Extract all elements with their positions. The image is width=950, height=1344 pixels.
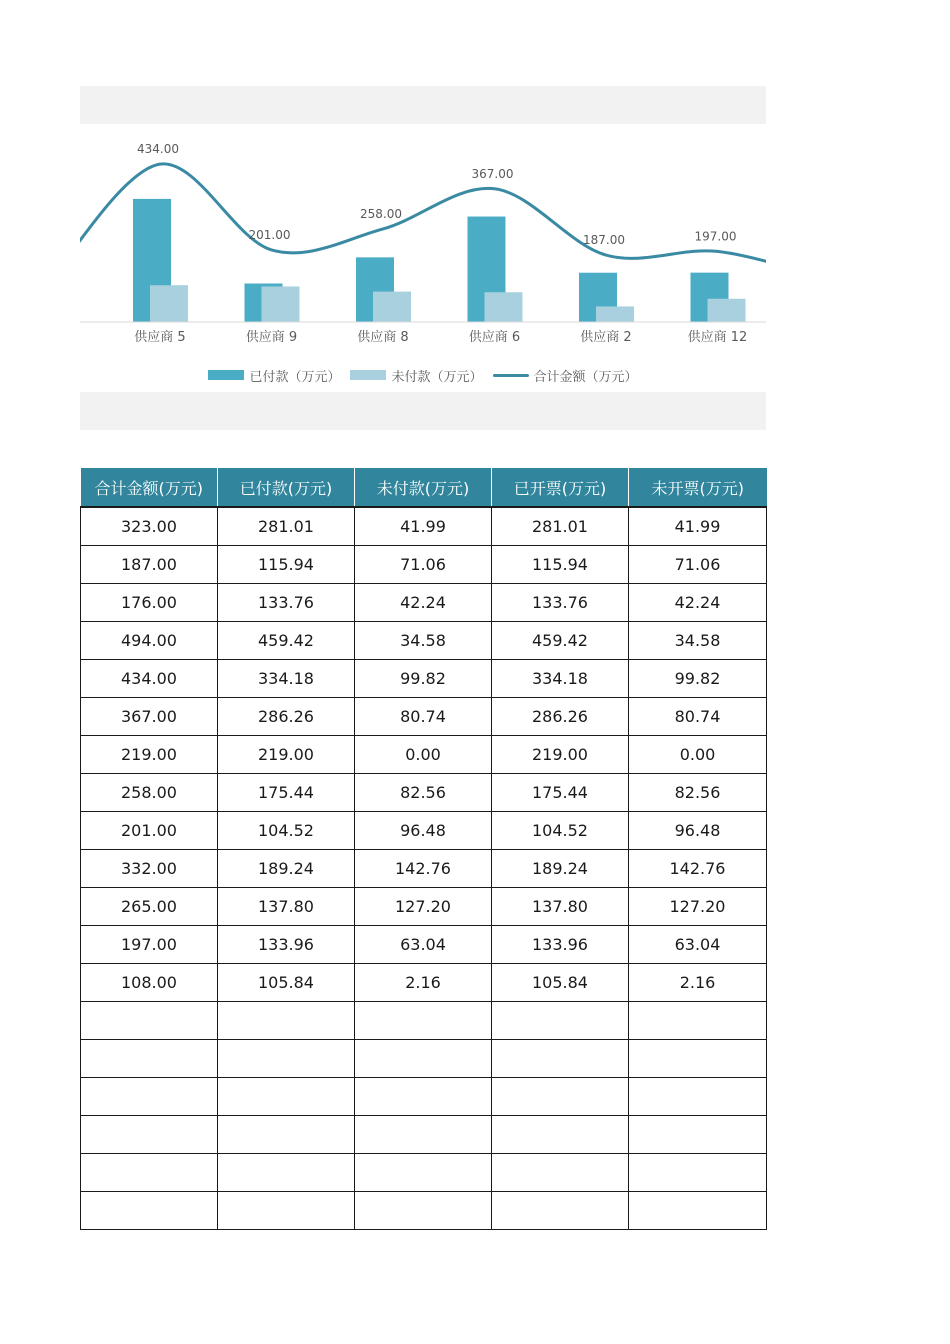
table-cell[interactable] — [492, 1192, 629, 1230]
table-cell[interactable]: 104.52 — [218, 812, 355, 850]
table-cell[interactable]: 219.00 — [81, 736, 218, 774]
table-cell[interactable]: 34.58 — [629, 622, 767, 660]
table-cell[interactable] — [492, 1154, 629, 1192]
chart-footer-band — [80, 392, 766, 430]
table-row — [81, 1154, 767, 1192]
table-cell[interactable]: 63.04 — [629, 926, 767, 964]
table-cell[interactable] — [355, 1078, 492, 1116]
table-cell[interactable]: 105.84 — [218, 964, 355, 1002]
table-cell[interactable] — [218, 1002, 355, 1040]
table-cell[interactable]: 189.24 — [492, 850, 629, 888]
chart-legend — [80, 364, 766, 386]
table-cell[interactable]: 133.76 — [218, 584, 355, 622]
table-row — [81, 660, 767, 698]
table-cell[interactable]: 281.01 — [492, 507, 629, 546]
table-row — [81, 888, 767, 926]
table-cell[interactable]: 133.96 — [492, 926, 629, 964]
table-header-cell: 合计金额(万元) — [81, 468, 218, 507]
table-cell[interactable]: 434.00 — [81, 660, 218, 698]
table-cell[interactable] — [218, 1154, 355, 1192]
table-row — [81, 736, 767, 774]
table-cell[interactable]: 63.04 — [355, 926, 492, 964]
table-cell[interactable] — [81, 1154, 218, 1192]
table-row — [81, 1116, 767, 1154]
table-cell[interactable]: 187.00 — [81, 546, 218, 584]
table-row — [81, 622, 767, 660]
table-cell[interactable]: 34.58 — [355, 622, 492, 660]
table-cell[interactable]: 0.00 — [629, 736, 767, 774]
table-cell[interactable] — [355, 1002, 492, 1040]
table-cell[interactable]: 105.84 — [492, 964, 629, 1002]
table-cell[interactable] — [81, 1040, 218, 1078]
table-cell[interactable]: 142.76 — [355, 850, 492, 888]
table-cell[interactable]: 367.00 — [81, 698, 218, 736]
table-cell[interactable] — [629, 1192, 767, 1230]
x-tick-label: 供应商 6 — [468, 330, 521, 345]
table-cell[interactable]: 201.00 — [81, 812, 218, 850]
table-cell[interactable]: 332.00 — [81, 850, 218, 888]
table-cell[interactable]: 334.18 — [218, 660, 355, 698]
legend-swatch-unpaid — [350, 370, 386, 380]
table-cell[interactable]: 127.20 — [355, 888, 492, 926]
x-tick-label: 供应商 8 — [357, 330, 409, 345]
legend-label-unpaid: 未付款（万元） — [391, 369, 483, 385]
table-cell[interactable] — [492, 1040, 629, 1078]
legend-label-paid: 已付款（万元） — [249, 369, 341, 385]
data-label-total: 434.00 — [137, 142, 179, 157]
table-cell[interactable]: 286.26 — [218, 698, 355, 736]
table-cell[interactable] — [81, 1192, 218, 1230]
table-row — [81, 964, 767, 1002]
legend-swatch-total — [493, 374, 529, 377]
table-cell[interactable]: 265.00 — [81, 888, 218, 926]
table-cell[interactable]: 189.24 — [218, 850, 355, 888]
table-cell[interactable] — [218, 1040, 355, 1078]
table-cell[interactable]: 71.06 — [355, 546, 492, 584]
table-cell[interactable]: 494.00 — [81, 622, 218, 660]
table-cell[interactable]: 82.56 — [629, 774, 767, 812]
legend-label-total: 合计金额（万元） — [533, 369, 638, 385]
table-cell[interactable] — [492, 1002, 629, 1040]
table-cell[interactable]: 133.96 — [218, 926, 355, 964]
bar-unpaid — [262, 286, 300, 322]
table-cell[interactable]: 115.94 — [492, 546, 629, 584]
table-cell[interactable]: 459.42 — [492, 622, 629, 660]
table-cell[interactable] — [492, 1078, 629, 1116]
table-cell[interactable] — [355, 1040, 492, 1078]
table-cell[interactable] — [81, 1002, 218, 1040]
legend-item-unpaid — [350, 366, 482, 385]
table-cell[interactable]: 175.44 — [492, 774, 629, 812]
table-cell[interactable] — [629, 1154, 767, 1192]
table-cell[interactable]: 175.44 — [218, 774, 355, 812]
series-line-total — [80, 164, 766, 282]
table-cell[interactable] — [81, 1116, 218, 1154]
table-cell[interactable]: 41.99 — [629, 507, 767, 546]
table-cell[interactable] — [629, 1078, 767, 1116]
table-header-cell: 未付款(万元) — [355, 468, 492, 507]
table-cell[interactable]: 258.00 — [81, 774, 218, 812]
table-header-cell: 未开票(万元) — [651, 478, 744, 498]
table-cell[interactable] — [218, 1116, 355, 1154]
table-cell[interactable]: 219.00 — [492, 736, 629, 774]
table-cell[interactable]: 82.56 — [355, 774, 492, 812]
table-cell[interactable] — [629, 1040, 767, 1078]
table-cell[interactable]: 142.76 — [629, 850, 767, 888]
bar-unpaid — [485, 292, 523, 322]
table-cell[interactable]: 334.18 — [492, 660, 629, 698]
table-cell[interactable]: 137.80 — [218, 888, 355, 926]
table-row — [81, 926, 767, 964]
table-row — [81, 1078, 767, 1116]
table-cell[interactable]: 96.48 — [629, 812, 767, 850]
table-cell[interactable]: 108.00 — [81, 964, 218, 1002]
x-tick-label: 供应商 9 — [245, 330, 298, 345]
table-row — [81, 850, 767, 888]
table-cell[interactable]: 71.06 — [629, 546, 767, 584]
table-cell[interactable]: 42.24 — [355, 584, 492, 622]
table-cell[interactable] — [355, 1116, 492, 1154]
table-cell[interactable]: 133.76 — [492, 584, 629, 622]
data-label-total: 258.00 — [360, 206, 402, 221]
table-cell[interactable] — [355, 1192, 492, 1230]
table-cell[interactable]: 80.74 — [355, 698, 492, 736]
table-row — [81, 546, 767, 584]
table-row — [81, 774, 767, 812]
data-label-total: 197.00 — [694, 229, 737, 244]
table-cell[interactable]: 281.01 — [218, 507, 355, 546]
table-cell[interactable]: 99.82 — [355, 660, 492, 698]
table-cell[interactable]: 459.42 — [218, 622, 355, 660]
table-row — [81, 1040, 767, 1078]
table-cell[interactable]: 0.00 — [355, 736, 492, 774]
table-header-cell: 已开票(万元) — [492, 468, 629, 507]
table-cell[interactable]: 42.24 — [629, 584, 767, 622]
table-cell[interactable]: 176.00 — [81, 584, 218, 622]
table-cell[interactable]: 127.20 — [629, 888, 767, 926]
legend-swatch-paid — [208, 370, 244, 380]
legend-item-paid — [208, 366, 340, 385]
supplier-payment-chart — [80, 124, 766, 392]
x-tick-label: 供应商 2 — [580, 330, 632, 345]
table-row — [81, 1002, 767, 1040]
x-tick-label: 供应商 12 — [687, 330, 748, 345]
table-cell[interactable]: 323.00 — [81, 507, 218, 546]
x-tick-label: 供应商 5 — [134, 330, 186, 345]
table-cell[interactable]: 96.48 — [355, 812, 492, 850]
table-cell[interactable]: 137.80 — [492, 888, 629, 926]
data-label-total: 367.00 — [471, 166, 514, 181]
table-cell[interactable]: 104.52 — [492, 812, 629, 850]
table-row — [81, 1192, 767, 1230]
table-row — [81, 698, 767, 736]
bar-unpaid — [373, 292, 411, 322]
table-cell[interactable] — [629, 1002, 767, 1040]
table-cell[interactable] — [218, 1078, 355, 1116]
data-label-total: 201.00 — [248, 227, 291, 242]
table-cell[interactable] — [629, 1116, 767, 1154]
table-cell[interactable] — [218, 1192, 355, 1230]
bar-unpaid — [596, 306, 634, 322]
table-cell[interactable] — [81, 1078, 218, 1116]
table-row — [81, 812, 767, 850]
bar-unpaid — [150, 285, 188, 322]
table-cell[interactable]: 99.82 — [629, 660, 767, 698]
table-header-row — [81, 468, 767, 507]
data-label-total: 187.00 — [583, 233, 625, 248]
legend-item-total — [493, 366, 638, 385]
table-cell[interactable]: 80.74 — [629, 698, 767, 736]
chart-header-band — [80, 86, 766, 124]
table-cell[interactable] — [355, 1154, 492, 1192]
table-row — [81, 507, 767, 546]
bar-unpaid — [708, 299, 746, 322]
supplier-amount-table — [80, 468, 767, 1230]
table-cell[interactable] — [492, 1116, 629, 1154]
table-cell[interactable]: 2.16 — [629, 964, 767, 1002]
table-header-cell: 已付款(万元) — [218, 468, 355, 507]
table-cell[interactable]: 115.94 — [218, 546, 355, 584]
table-cell[interactable]: 219.00 — [218, 736, 355, 774]
table-cell[interactable]: 286.26 — [492, 698, 629, 736]
table-body — [81, 507, 767, 1230]
table-row — [81, 584, 767, 622]
table-cell[interactable]: 2.16 — [355, 964, 492, 1002]
table-cell[interactable]: 197.00 — [81, 926, 218, 964]
table-cell[interactable]: 41.99 — [355, 507, 492, 546]
